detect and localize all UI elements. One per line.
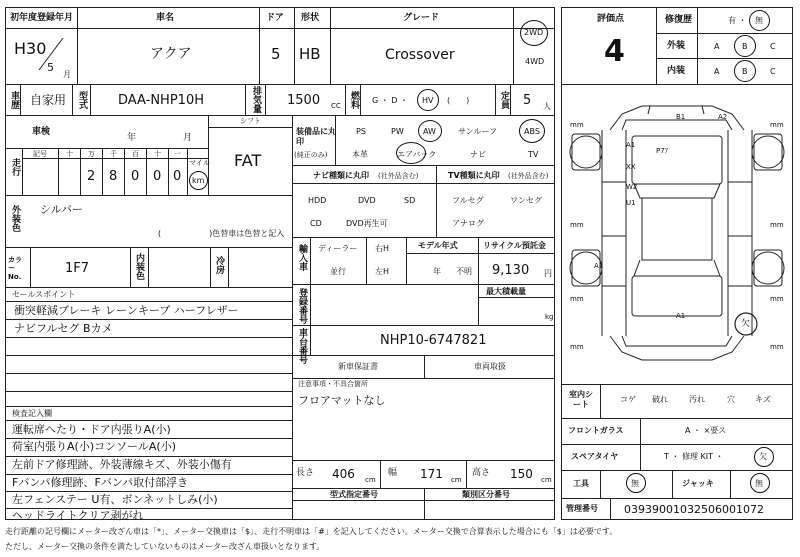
mm-tr: mm: [770, 121, 784, 129]
color-no-label: カラーNo.: [8, 256, 22, 281]
drive-4wd: 4WD: [525, 57, 545, 66]
diag-a1-wheel: A1: [594, 262, 604, 270]
mm-bl: mm: [570, 295, 584, 303]
diag-a1-left: A1: [626, 141, 636, 149]
ext-b: B: [742, 42, 748, 51]
inspector-line-4: 左フェンステー U有、ボンネットしみ(小): [12, 493, 218, 506]
color-no: 1F7: [65, 261, 90, 276]
inspector-line-5: ヘッドライトクリア剥がれ: [12, 509, 144, 522]
shift: FAT: [234, 151, 262, 170]
length-value: 406: [332, 467, 355, 481]
tv-analog: アナログ: [452, 219, 484, 228]
seat-scratch: キズ: [755, 395, 771, 404]
ext-label: 外装: [667, 41, 686, 51]
seat-label: 室内シート: [569, 390, 593, 410]
diag-p7: P7ｱ: [656, 147, 669, 155]
model-year-label: モデル年式: [418, 241, 458, 250]
repair-selected: 無: [755, 16, 763, 25]
footer-line-2: ただし、メーター交換の条件を満たしていないものはメーター改ざん車扱いとなります。: [5, 542, 325, 551]
yen-unit: 円: [544, 269, 552, 278]
inspector-line-3: Fバンパ修理跡、Fバンパ取付部浮き: [12, 476, 189, 489]
model-code: DAA-NHP10H: [118, 93, 204, 108]
shape-label: 形状: [301, 13, 320, 23]
ext-a: A: [714, 42, 720, 51]
windshield-label: フロントガラス: [568, 426, 624, 435]
notes-label: 注意事項・不具合箇所: [298, 380, 368, 388]
diag-missing: 欠: [741, 319, 751, 329]
seat-hole: 穴: [727, 395, 735, 404]
digit-label-1: 万: [88, 150, 95, 158]
interior-color-label: 内装色: [134, 253, 144, 280]
new-car-warranty: 新車保証書: [338, 362, 378, 371]
mileage-digit-2: 0: [131, 169, 140, 184]
vehicle-manual: 車両取扱: [474, 362, 506, 371]
equip-sunroof: サンルーフ: [458, 127, 497, 136]
height-unit: cm: [541, 476, 552, 484]
fuel-extra: ( ): [447, 96, 470, 105]
capacity-label: 定員: [499, 91, 509, 109]
fuel-selected: HV: [422, 96, 434, 105]
spare-opts: T ・ 修理 KIT ・: [664, 452, 724, 461]
sales-label: セールスポイント: [12, 290, 76, 299]
displacement: 1500: [287, 93, 321, 108]
grade-label: グレード: [403, 13, 440, 23]
tv-oneseg: ワンセグ: [510, 196, 542, 205]
spare-selected: 欠: [759, 452, 767, 461]
fuel-options: G ・ D ・: [372, 96, 408, 105]
navi-label: ナビ種類に丸印: [313, 171, 369, 180]
spare-label: スペアタイヤ: [571, 452, 619, 461]
int-label: 内装: [667, 66, 686, 76]
digit-label-0: 十: [66, 150, 73, 158]
notes-value: フロアマットなし: [298, 394, 386, 407]
chassis-number: NHP10-6747821: [380, 333, 487, 348]
navi-sub: (社外品含む): [378, 172, 419, 180]
rating-value: 4: [604, 34, 625, 69]
sales-line-0: 衝突軽減ブレーキ レーンキープ ハーフレザー: [14, 304, 239, 317]
mileage-digit-0: 2: [87, 169, 96, 184]
navi-cd: CD: [310, 219, 322, 228]
height-value: 150: [510, 467, 533, 481]
diag-w2: W2: [626, 183, 638, 191]
mm-bl2: mm: [570, 343, 584, 351]
recycle-label: リサイクル預託金: [483, 241, 546, 250]
seat-dirt: 汚れ: [689, 395, 705, 404]
shift-label: シフト: [240, 117, 261, 125]
mm-ml: mm: [570, 221, 584, 229]
shaken-label: 車検: [32, 127, 51, 137]
navi-sd: SD: [404, 196, 416, 205]
sales-line-1: ナビフルセグ Bカメ: [14, 322, 113, 335]
cooling-label: 冷房: [214, 256, 224, 274]
mm-br2: mm: [770, 343, 784, 351]
int-b: B: [742, 67, 748, 76]
capacity: 5: [523, 93, 532, 108]
tv-label: TV種類に丸印: [448, 171, 500, 180]
diag-xx: XX: [626, 163, 636, 171]
diag-a1-bottom: A1: [676, 312, 686, 320]
model-label: 型式: [77, 91, 87, 109]
equip-navi: ナビ: [470, 150, 486, 159]
digit-label-4: 十: [154, 150, 161, 158]
inspector-line-2: 左前ドア修理跡、外装薄線キズ、外装小傷有: [12, 458, 232, 471]
mileage-digit-1: 8: [109, 169, 118, 184]
digit-label-5: 一: [174, 150, 181, 158]
chassis-label: 車台番号: [297, 328, 307, 364]
door-label: ドア: [266, 13, 284, 23]
equip-ps: PS: [356, 127, 366, 136]
rating-label: 評価点: [597, 14, 625, 24]
import-right: 右H: [375, 244, 390, 253]
usage-label: 車歴: [9, 91, 19, 109]
door-count: 5: [271, 45, 281, 63]
max-load-label: 最大積載量: [486, 287, 526, 296]
height-label: 高さ: [472, 468, 491, 478]
diag-u1: U1: [626, 199, 636, 207]
seat-tear: 破れ: [652, 395, 668, 404]
jack-selected: 無: [755, 479, 763, 488]
mileage-digit-3: 0: [153, 169, 162, 184]
shaken-month: 月: [183, 133, 193, 143]
ext-c: C: [770, 42, 776, 51]
tools-label: 工具: [573, 479, 589, 488]
recycle-value: 9,130: [492, 263, 530, 278]
inspector-label: 検査記入欄: [12, 409, 52, 418]
exterior-color-label: 外装色: [10, 205, 20, 232]
digit-label-2: 千: [110, 150, 117, 158]
length-label: 長さ: [296, 468, 315, 478]
model-year-unknown: 不明: [456, 267, 472, 276]
shaken-year: 年: [127, 133, 137, 143]
management-label: 管理番号: [566, 504, 598, 513]
equip-airbag: エアバック: [397, 150, 437, 159]
management-number: 0393900103250600107​2: [624, 503, 764, 516]
month-unit: 月: [63, 70, 71, 79]
equip-pw: PW: [391, 127, 404, 136]
inspector-line-0: 運転席へたり・ドア内張りA(小): [12, 423, 171, 436]
mileage-digit-4: 0: [173, 169, 182, 184]
equip-tv: TV: [528, 150, 539, 159]
equip-abs: ABS: [524, 127, 540, 136]
exterior-color: シルバー: [40, 203, 83, 216]
equip-aw: AW: [423, 127, 436, 136]
equipment-label: 装備品に丸印: [296, 127, 336, 147]
width-label: 幅: [388, 468, 398, 478]
digit-label-3: 百: [132, 150, 139, 158]
footer-line-1: 走行距離の記号欄にメーター改ざん車は「*」、メーター交換車は「$」、走行不明車は「#」を記入してください。メーター交換で合算表示した場合にも「$」は必要です。: [5, 527, 618, 536]
registration-label: 登録番号: [297, 288, 307, 324]
navi-dvd-play: DVD再生可: [346, 219, 388, 228]
class-number-label: 類別区分番号: [462, 490, 510, 499]
car-name-label: 車名: [156, 13, 175, 23]
width-value: 171: [420, 467, 443, 481]
car-damage-diagram: [562, 86, 792, 384]
equipment-sub: (純正のみ): [294, 151, 328, 159]
repair-label: 修復歴: [665, 15, 693, 25]
seat-burn: コゲ: [620, 395, 636, 404]
tv-sub: (社外品含む): [508, 172, 549, 180]
displacement-label: 排気量: [251, 86, 261, 113]
navi-dvd: DVD: [358, 196, 376, 205]
type-number-label: 型式指定番号: [330, 490, 378, 499]
width-unit: cm: [451, 476, 462, 484]
tools-selected: 無: [631, 479, 639, 488]
inspector-line-1: 荷室内張りA(小)コンソールA(小): [12, 440, 176, 453]
mile-label: マイル: [189, 159, 210, 167]
mm-tl: mm: [570, 121, 584, 129]
int-a: A: [714, 67, 720, 76]
first-reg-month: 5: [47, 61, 54, 74]
diag-a2: A2: [718, 113, 728, 121]
diag-b1: B1: [676, 113, 686, 121]
km-unit: km: [192, 176, 205, 185]
cc-unit: CC: [331, 102, 341, 110]
drive-2wd: 2WD: [524, 28, 544, 37]
capacity-unit: 人: [543, 102, 551, 111]
grade: Crossover: [385, 47, 455, 63]
color-note: ( )色替車は色替と記入: [158, 229, 285, 238]
int-c: C: [770, 67, 776, 76]
repair-opts: 有 ・: [728, 16, 747, 25]
length-unit: cm: [365, 476, 376, 484]
navi-hdd: HDD: [308, 196, 327, 205]
jack-label: ジャッキ: [682, 479, 714, 488]
import-left: 左H: [375, 267, 390, 276]
import-dealer: ディーラー: [318, 244, 358, 253]
equip-leather: 本革: [352, 150, 368, 159]
first-reg-label: 初年度登録年月: [10, 13, 74, 23]
model-year-word: 年: [433, 267, 441, 276]
import-label: 輸入車: [297, 244, 307, 271]
mileage-label: 走行: [10, 158, 20, 176]
body-shape: HB: [299, 45, 321, 63]
tv-fullseg: フルセグ: [452, 196, 484, 205]
first-reg-era: H30: [14, 39, 47, 58]
import-parallel: 並行: [330, 267, 346, 276]
usage: 自家用: [30, 93, 67, 107]
kigou-label: 記号: [33, 150, 47, 158]
mm-mr: mm: [770, 221, 784, 229]
mm-br: mm: [770, 295, 784, 303]
fuel-label: 燃料: [349, 91, 359, 109]
windshield-value: A ・ ×要ス: [685, 426, 727, 435]
kg-unit: kg: [545, 313, 554, 321]
car-name: アクア: [150, 46, 192, 62]
